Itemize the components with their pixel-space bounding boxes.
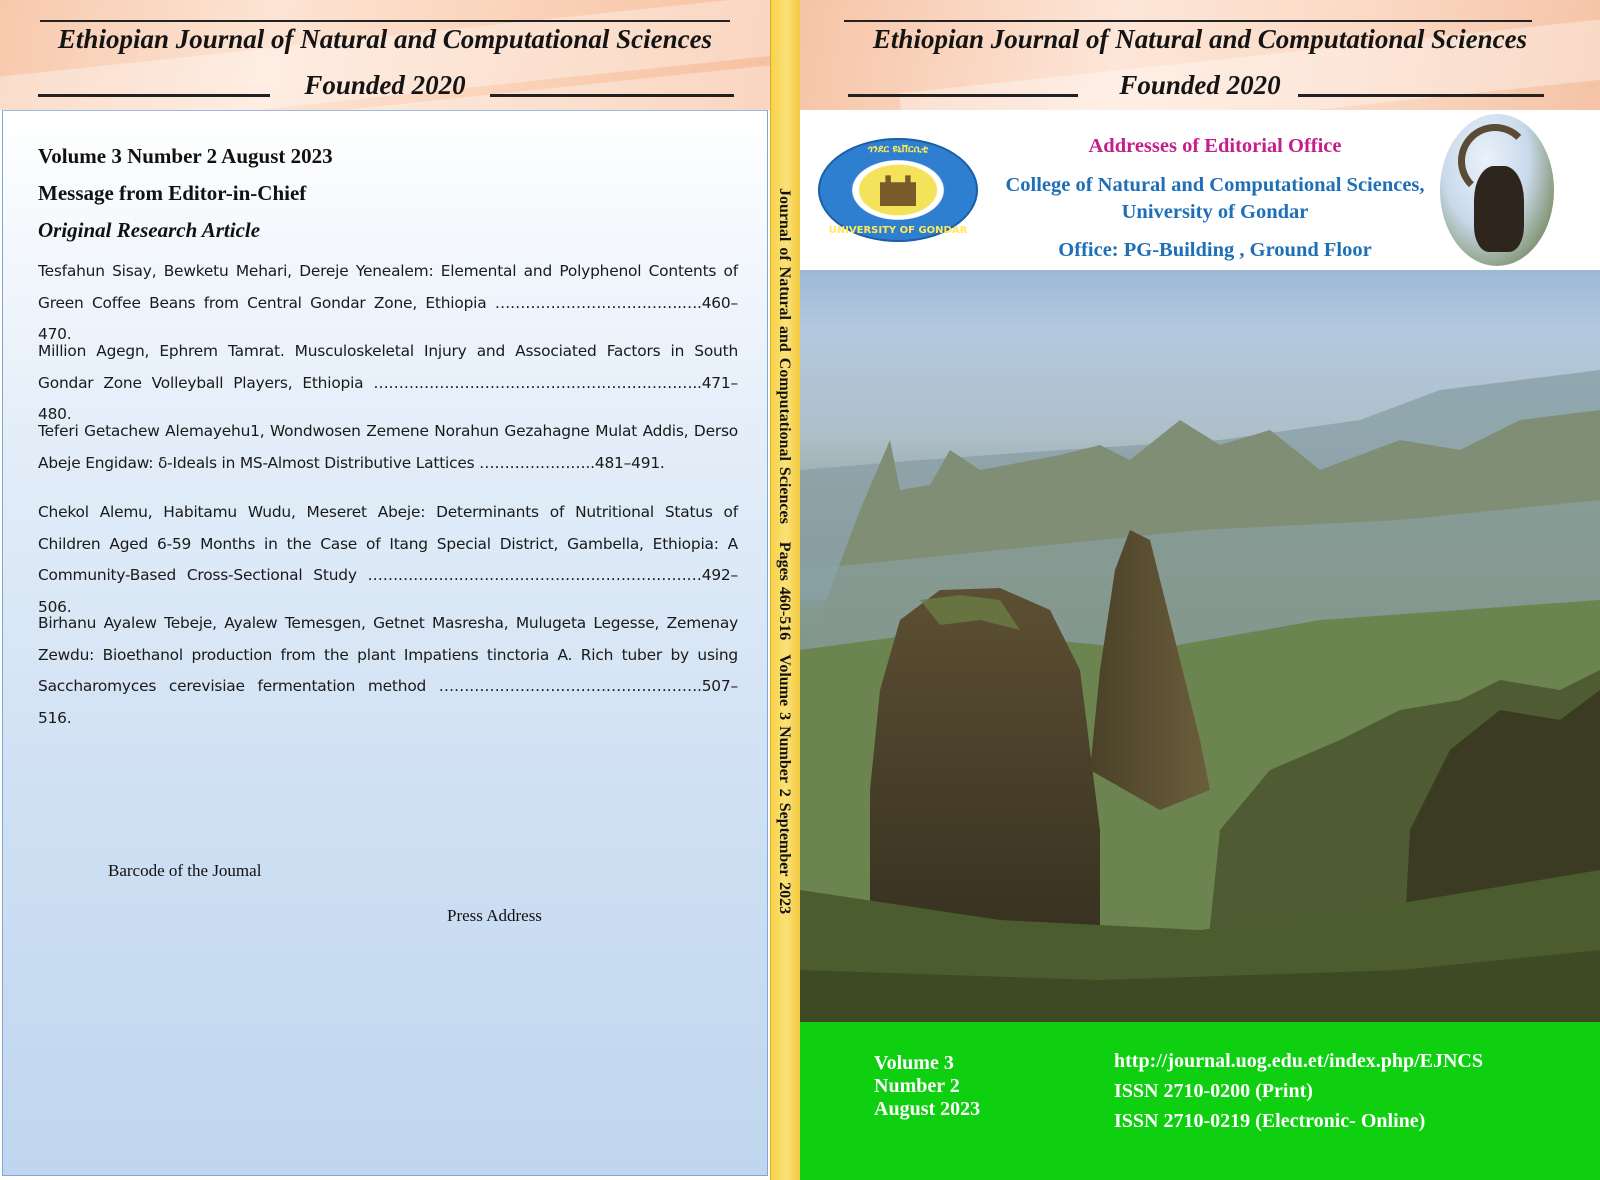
article-entry-4: Chekol Alemu, Habitamu Wudu, Meseret Abeje: Determinants of Nutritional Status of Children Aged 6-59 Months in the Case of Itang Special District, Gambella, Ethiopia: A Community-Based Cross-Sectional Study …………………………………………………………492–506. [38,503,738,616]
journal-url[interactable]: http://journal.uog.edu.et/index.php/EJNCS [1114,1050,1483,1072]
address-office: Office: PG-Building , Ground Floor [1058,239,1372,261]
ibex-icon [1440,114,1554,266]
founded-label: Founded 2020 [304,70,466,100]
spine-text [775,188,793,914]
spine [770,0,802,1180]
front-founded-label: Founded 2020 [1119,70,1281,100]
back-cover-header [0,0,770,110]
castle-icon [880,172,916,206]
journal-title: Ethiopian Journal of Natural and Computational Sciences [57,24,713,54]
seal-text-bottom: UNIVERSITY OF GONDAR [828,225,968,236]
issn-online: ISSN 2710-0219 (Electronic- Online) [1114,1110,1426,1132]
front-journal-title: Ethiopian Journal of Natural and Computational Sciences [872,24,1528,54]
address-college: College of Natural and Computational Sciences, [1005,174,1425,196]
issn-print: ISSN 2710-0200 (Print) [1114,1080,1313,1102]
barcode-note: Barcode of the Joumal [108,861,262,880]
article-entry-1: Tesfahun Sisay, Bewketu Mehari, Dereje Yenealem: Elemental and Polyphenol Contents of Green Coffee Beans from Central Gondar Zone, Ethiopia ……………………………….….460–470. [38,262,738,343]
university-seal-icon [818,138,978,242]
press-address: Press Address [447,906,542,925]
spine-pages: Pages 460-516 [776,541,793,641]
spine-issue: Volume 3 Number 2 September 2023 [776,654,793,915]
mountain-landscape-photo [800,270,1600,1022]
editor-message: Message from Editor-in-Chief [38,181,307,205]
front-number: Number 2 [874,1075,960,1097]
article-entry-2: Million Agegn, Ephrem Tamrat. Musculoskeletal Injury and Associated Factors in South Gondar Zone Volleyball Players, Ethiopia ………………………………………………………..471–480. [38,342,738,423]
article-entry-5: Birhanu Ayalew Tebeje, Ayalew Temesgen, Getnet Masresha, Mulugeta Legesse, Zemenay Zewdu: Bioethanol production from the plant Impatiens tinctoria A. Rich tuber by using Saccharomyces cerevisiae fermentation method …………………………………………….507–516. [38,614,738,727]
front-volume: Volume 3 [874,1052,954,1074]
seal-text-top: ጎንደር ዩኒቨርሲቲ [867,144,929,155]
front-cover-header [800,0,1600,110]
address-university: University of Gondar [1121,201,1309,223]
front-date: August 2023 [874,1098,981,1120]
article-entry-3: Teferi Getachew Alemayehu1, Wondwosen Zemene Norahun Gezahagne Mulat Addis, Derso Abeje Engidaw: δ-Ideals in MS-Almost Distributive Lattices …………………..481–491. [38,422,738,472]
issue-line: Volume 3 Number 2 August 2023 [38,144,333,168]
address-title: Addresses of Editorial Office [1088,135,1342,157]
section-heading: Original Research Article [38,218,261,242]
spine-title: Journal of Natural and Computational Sciences [776,188,793,524]
